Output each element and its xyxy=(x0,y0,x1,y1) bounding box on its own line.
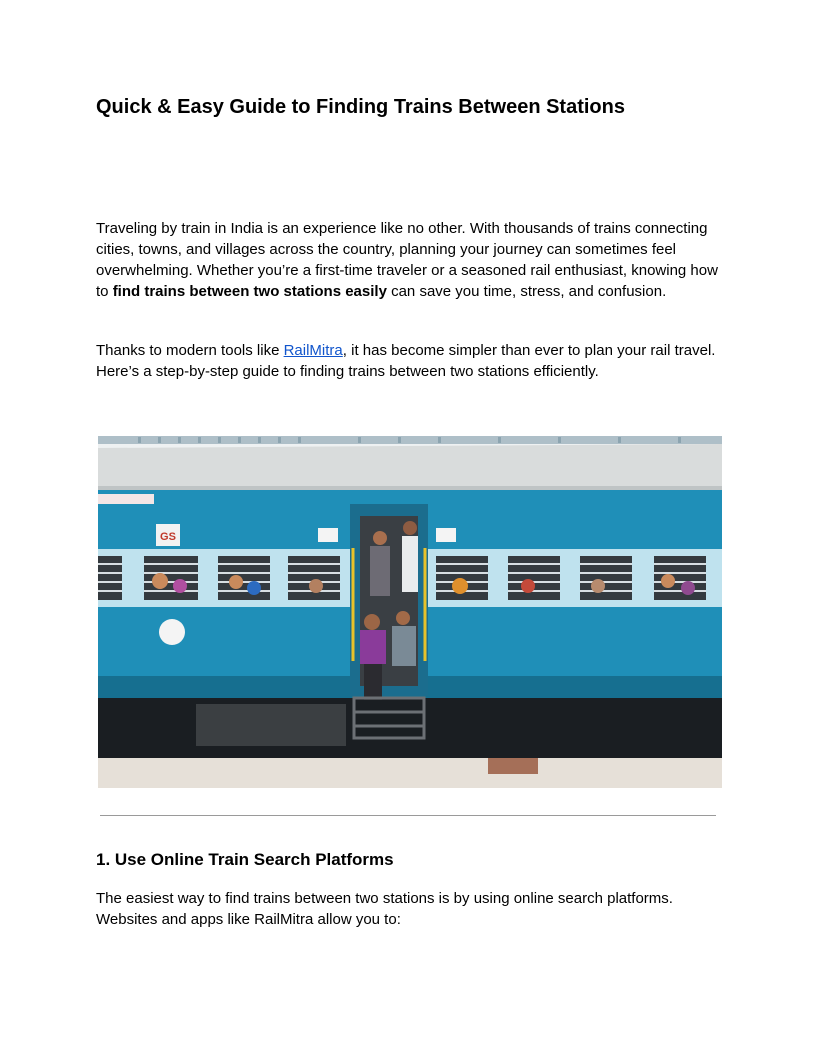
para2-text-start: Thanks to modern tools like xyxy=(96,342,284,359)
section-heading: 1. Use Online Train Search Platforms xyxy=(96,850,394,869)
intro-text-end: can save you time, stress, and confusion. xyxy=(386,283,667,300)
intro-text-start: Traveling by train in India is an experience like no other. With thousands of trains connecting cities, towns, and villages across the country, planning your journey can sometimes feel overwhelming. Whether you’re a first-time traveler or a seasoned rail enthusiast, knowing how to xyxy=(96,220,718,300)
coach-label: GS xyxy=(160,531,176,543)
railmitra-link[interactable]: RailMitra xyxy=(283,342,343,359)
para2-text-end: , it has become simpler than ever to plan your rail travel. Here’s a step-by-step guide to finding trains between two stations efficiently. xyxy=(96,342,716,380)
section-paragraph: The easiest way to find trains between two stations is by using online search platforms. Websites and apps like RailMitra allow you to: xyxy=(96,890,673,928)
railmitra-paragraph xyxy=(96,340,721,382)
page-title: Quick & Easy Guide to Finding Trains Between Stations xyxy=(96,96,625,118)
intro-paragraph xyxy=(96,218,721,302)
train-illustration xyxy=(98,436,722,788)
train-photo xyxy=(98,436,722,788)
intro-bold-phrase: find trains between two stations easily xyxy=(112,283,387,300)
section-divider xyxy=(100,815,716,816)
